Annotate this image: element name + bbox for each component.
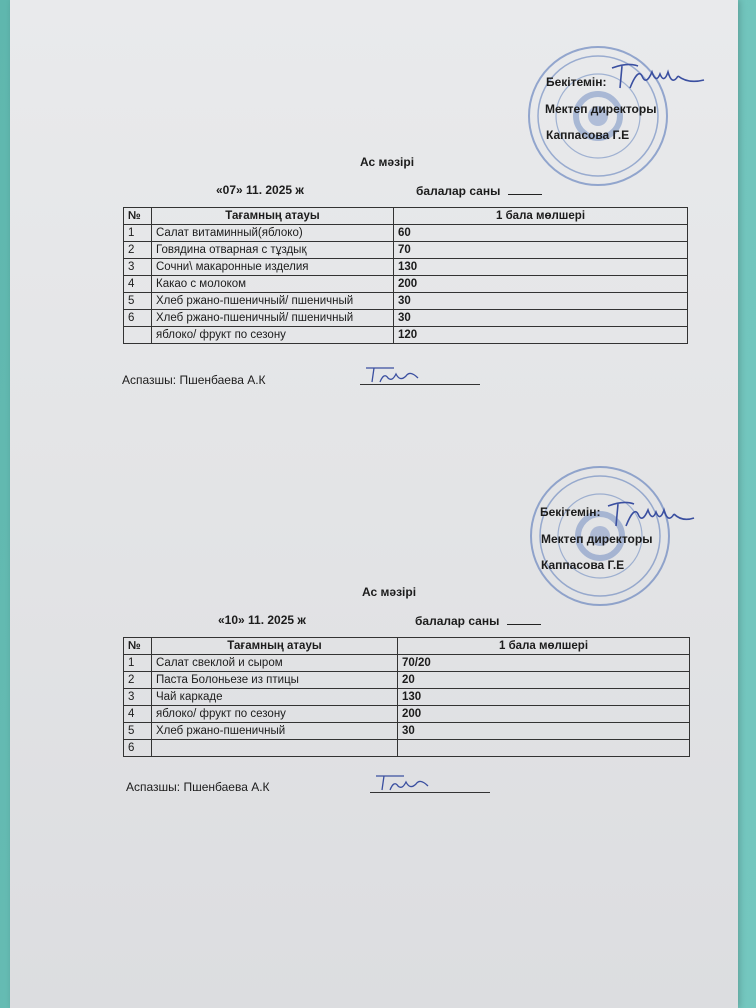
row-num: 3 [124,689,152,706]
table-row [124,689,690,706]
row-dish [152,740,398,757]
row-num [124,327,152,344]
table-row [124,293,688,310]
col-num-header: № [124,638,152,655]
row-dish: Паста Болоньезе из птицы [152,672,398,689]
row-qty: 70 [394,242,688,259]
director-signature [608,58,708,92]
children-count-blank [507,613,541,625]
cook-signature-line [370,774,490,793]
row-dish: яблоко/ фрукт по сезону [152,327,394,344]
row-num: 3 [124,259,152,276]
row-dish: Хлеб ржано-пшеничный/ пшеничный [152,293,394,310]
row-num: 4 [124,276,152,293]
cook-signature [370,772,440,792]
table-row [124,259,688,276]
table-row [124,740,690,757]
row-qty: 130 [398,689,690,706]
row-num: 2 [124,672,152,689]
director-signature [604,496,696,530]
table-row [124,672,690,689]
cook-signature-line [360,366,480,385]
children-count [415,613,541,628]
menu-sheet [10,0,738,1008]
row-qty [398,740,690,757]
menu-table [123,207,688,344]
row-num: 6 [124,740,152,757]
row-qty: 30 [394,293,688,310]
table-header-row [124,638,690,655]
row-dish: Салат свеклой и сыром [152,655,398,672]
director-name: Каппасова Г.Е [541,558,625,572]
row-num: 2 [124,242,152,259]
row-dish: яблоко/ фрукт по сезону [152,706,398,723]
row-dish: Хлеб ржано-пшеничный [152,723,398,740]
row-qty: 20 [398,672,690,689]
row-num: 5 [124,293,152,310]
row-dish: Салат витаминный(яблоко) [152,225,394,242]
approve-label: Бекітемін: [546,75,607,89]
row-dish: Чай каркаде [152,689,398,706]
col-portion-header: 1 бала мөлшері [394,208,688,225]
director-position: Мектеп директоры [545,102,657,116]
row-num: 1 [124,655,152,672]
table-row [124,723,690,740]
col-num-header: № [124,208,152,225]
menu-title: Ас мәзірі [360,155,415,169]
table-header-row [124,208,688,225]
col-dish-header: Тағамның атауы [152,208,394,225]
row-dish: Хлеб ржано-пшеничный/ пшеничный [152,310,394,327]
row-dish: Сочни\ макаронные изделия [152,259,394,276]
children-count [416,183,542,198]
row-qty: 120 [394,327,688,344]
row-num: 6 [124,310,152,327]
row-dish: Какао с молоком [152,276,394,293]
row-qty: 30 [394,310,688,327]
cook-name: Аспазшы: Пшенбаева А.К [126,780,270,794]
menu-date: «10» 11. 2025 ж [218,613,306,627]
row-dish: Говядина отварная с тұздық [152,242,394,259]
row-qty: 30 [398,723,690,740]
cook-name: Аспазшы: Пшенбаева А.К [122,373,266,387]
table-row [124,242,688,259]
row-num: 1 [124,225,152,242]
row-qty: 70/20 [398,655,690,672]
approve-label: Бекітемін: [540,505,601,519]
table-row [124,655,690,672]
menu-table [123,637,690,757]
table-row [124,327,688,344]
table-row [124,310,688,327]
row-qty: 200 [394,276,688,293]
row-num: 4 [124,706,152,723]
children-count-label: балалар саны [415,614,500,628]
row-qty: 60 [394,225,688,242]
children-count-label: балалар саны [416,184,501,198]
row-qty: 200 [398,706,690,723]
col-portion-header: 1 бала мөлшері [398,638,690,655]
director-name: Каппасова Г.Е [546,128,630,142]
col-dish-header: Тағамның атауы [152,638,398,655]
menu-date: «07» 11. 2025 ж [216,183,304,197]
menu-title: Ас мәзірі [362,585,417,599]
table-row [124,706,690,723]
director-position: Мектеп директоры [541,532,653,546]
cook-signature [360,364,430,384]
children-count-blank [508,183,542,195]
table-row [124,276,688,293]
row-qty: 130 [394,259,688,276]
row-num: 5 [124,723,152,740]
table-row [124,225,688,242]
